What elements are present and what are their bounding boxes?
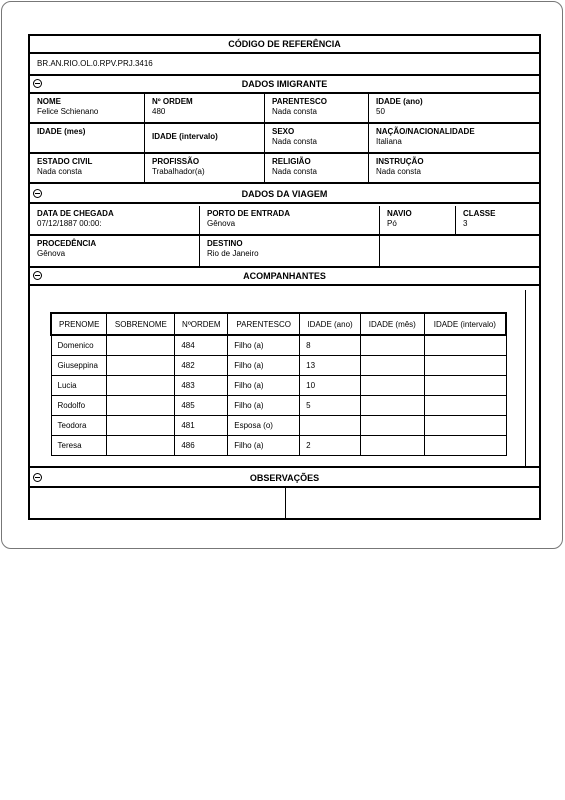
col-ordem: NºORDEM	[175, 313, 228, 335]
reference-code-row	[30, 54, 539, 76]
destino-label: DESTINO	[207, 239, 243, 248]
cell-idade-mes	[360, 355, 424, 375]
cell-idade-ano: 13	[300, 355, 361, 375]
cell-idade-mes	[360, 415, 424, 435]
cell-prenome: Teresa	[51, 435, 107, 455]
cell-prenome: Domenico	[51, 335, 107, 355]
cell-parentesco: Filho (a)	[228, 395, 300, 415]
cell-ordem: 481	[175, 415, 228, 435]
cell-ordem: 486	[175, 435, 228, 455]
religiao-label: RELIGIÃO	[272, 157, 311, 166]
col-sobrenome: SOBRENOME	[107, 313, 175, 335]
classe-value: 3	[463, 219, 468, 228]
cell-sobrenome	[107, 415, 175, 435]
reference-code-title: CÓDIGO DE REFERÊNCIA	[228, 39, 341, 49]
cell-idade-mes	[360, 395, 424, 415]
parentesco-label: PARENTESCO	[272, 97, 327, 106]
col-prenome: PRENOME	[51, 313, 107, 335]
cell-ordem: 484	[175, 335, 228, 355]
immigrant-row-2	[30, 124, 539, 154]
religiao-value: Nada consta	[272, 167, 317, 176]
record-card	[1, 1, 563, 549]
collapse-icon[interactable]	[33, 189, 42, 198]
profissao-value: Trabalhador(a)	[152, 167, 205, 176]
religiao-field	[264, 154, 368, 182]
classe-label: CLASSE	[463, 209, 496, 218]
nome-label: NOME	[37, 97, 61, 106]
idade-intervalo-label: IDADE (intervalo)	[152, 132, 218, 141]
cell-ordem: 485	[175, 395, 228, 415]
cell-parentesco: Filho (a)	[228, 335, 300, 355]
idade-mes-field	[30, 124, 144, 152]
sexo-field	[264, 124, 368, 152]
table-row	[51, 335, 506, 355]
immigrant-section-header[interactable]	[30, 76, 539, 94]
idade-ano-field	[368, 94, 539, 122]
chegada-value: 07/12/1887 00:00:	[37, 219, 102, 228]
trip-section-title: DADOS DA VIAGEM	[241, 189, 328, 199]
cell-idade-ano: 2	[300, 435, 361, 455]
table-row	[51, 375, 506, 395]
porto-value: Gênova	[207, 219, 236, 228]
chegada-label: DATA DE CHEGADA	[37, 209, 114, 218]
cell-sobrenome	[107, 435, 175, 455]
cell-idade-intervalo	[424, 355, 506, 375]
cell-idade-intervalo	[424, 395, 506, 415]
cell-ordem: 482	[175, 355, 228, 375]
cell-parentesco: Filho (a)	[228, 375, 300, 395]
idade-ano-label: IDADE (ano)	[376, 97, 423, 106]
companions-scrollbar[interactable]	[525, 290, 537, 468]
notes-section-header[interactable]	[30, 470, 539, 488]
idade-intervalo-field	[144, 124, 264, 152]
notes-row	[30, 488, 539, 518]
sexo-value: Nada consta	[272, 137, 317, 146]
cell-idade-intervalo	[424, 335, 506, 355]
cell-idade-mes	[360, 435, 424, 455]
companions-table-wrapper	[50, 312, 507, 456]
col-idade-ano: IDADE (ano)	[300, 313, 361, 335]
nome-field	[30, 94, 144, 122]
col-idade-intervalo: IDADE (intervalo)	[424, 313, 506, 335]
col-idade-mes: IDADE (mês)	[360, 313, 424, 335]
cell-prenome: Rodolfo	[51, 395, 107, 415]
cell-parentesco: Filho (a)	[228, 355, 300, 375]
nacionalidade-label: NAÇÃO/NACIONALIDADE	[376, 127, 475, 136]
table-row	[51, 355, 506, 375]
cell-parentesco: Filho (a)	[228, 435, 300, 455]
profissao-label: PROFISSÃO	[152, 157, 200, 166]
notes-cell-left	[30, 488, 285, 518]
cell-idade-intervalo	[424, 415, 506, 435]
companions-header-row	[51, 313, 506, 335]
navio-value: Pó	[387, 219, 397, 228]
parentesco-value: Nada consta	[272, 107, 317, 116]
estado-civil-label: ESTADO CIVIL	[37, 157, 93, 166]
profissao-field	[144, 154, 264, 182]
trip-section-header[interactable]	[30, 186, 539, 204]
cell-idade-intervalo	[424, 435, 506, 455]
procedencia-field	[30, 236, 199, 266]
table-row	[51, 435, 506, 455]
reference-code-value: BR.AN.RIO.OL.0.RPV.PRJ.3416	[37, 59, 153, 68]
nacionalidade-value: Italiana	[376, 137, 402, 146]
estado-civil-value: Nada consta	[37, 167, 82, 176]
table-row	[51, 395, 506, 415]
notes-cell-right	[285, 488, 539, 518]
col-parentesco: PARENTESCO	[228, 313, 300, 335]
immigrant-section-title: DADOS IMIGRANTE	[241, 79, 328, 89]
chegada-field	[30, 206, 199, 234]
reference-code-header	[30, 36, 539, 54]
estado-civil-field	[30, 154, 144, 182]
destino-field	[199, 236, 379, 266]
cell-prenome: Teodora	[51, 415, 107, 435]
procedencia-label: PROCEDÊNCIA	[37, 239, 97, 248]
cell-ordem: 483	[175, 375, 228, 395]
nacionalidade-field	[368, 124, 539, 152]
cell-sobrenome	[107, 375, 175, 395]
cell-sobrenome	[107, 335, 175, 355]
immigrant-row-3	[30, 154, 539, 184]
porto-label: PORTO DE ENTRADA	[207, 209, 290, 218]
companions-section-title: ACOMPANHANTES	[243, 271, 326, 281]
cell-idade-mes	[360, 375, 424, 395]
immigrant-record-form	[28, 34, 541, 520]
collapse-icon[interactable]	[33, 271, 42, 280]
cell-idade-mes	[360, 335, 424, 355]
cell-prenome: Lucia	[51, 375, 107, 395]
classe-field	[455, 206, 539, 234]
sexo-label: SEXO	[272, 127, 295, 136]
immigrant-row-1	[30, 94, 539, 124]
destino-value: Rio de Janeiro	[207, 249, 259, 258]
nome-value: Felice Schienano	[37, 107, 99, 116]
instrucao-value: Nada consta	[376, 167, 421, 176]
ordem-label: Nº ORDEM	[152, 97, 193, 106]
companions-section-header[interactable]	[30, 268, 539, 286]
cell-sobrenome	[107, 355, 175, 375]
procedencia-value: Gênova	[37, 249, 66, 258]
cell-idade-intervalo	[424, 375, 506, 395]
collapse-icon[interactable]	[33, 473, 42, 482]
trip-row-1	[30, 206, 539, 236]
idade-mes-label: IDADE (mes)	[37, 127, 86, 136]
cell-sobrenome	[107, 395, 175, 415]
trip-empty-cell	[379, 236, 539, 266]
instrucao-label: INSTRUÇÃO	[376, 157, 424, 166]
table-row	[51, 415, 506, 435]
ordem-value: 480	[152, 107, 166, 116]
parentesco-field	[264, 94, 368, 122]
navio-field	[379, 206, 455, 234]
cell-idade-ano: 10	[300, 375, 361, 395]
porto-field	[199, 206, 379, 234]
cell-idade-ano: 5	[300, 395, 361, 415]
trip-row-2	[30, 236, 539, 268]
cell-parentesco: Esposa (o)	[228, 415, 300, 435]
cell-idade-ano	[300, 415, 361, 435]
ordem-field	[144, 94, 264, 122]
companions-table	[50, 312, 507, 456]
cell-idade-ano: 8	[300, 335, 361, 355]
navio-label: NAVIO	[387, 209, 412, 218]
notes-section-title: OBSERVAÇÕES	[249, 473, 320, 483]
cell-prenome: Giuseppina	[51, 355, 107, 375]
collapse-icon[interactable]	[33, 79, 42, 88]
idade-ano-value: 50	[376, 107, 385, 116]
instrucao-field	[368, 154, 539, 182]
